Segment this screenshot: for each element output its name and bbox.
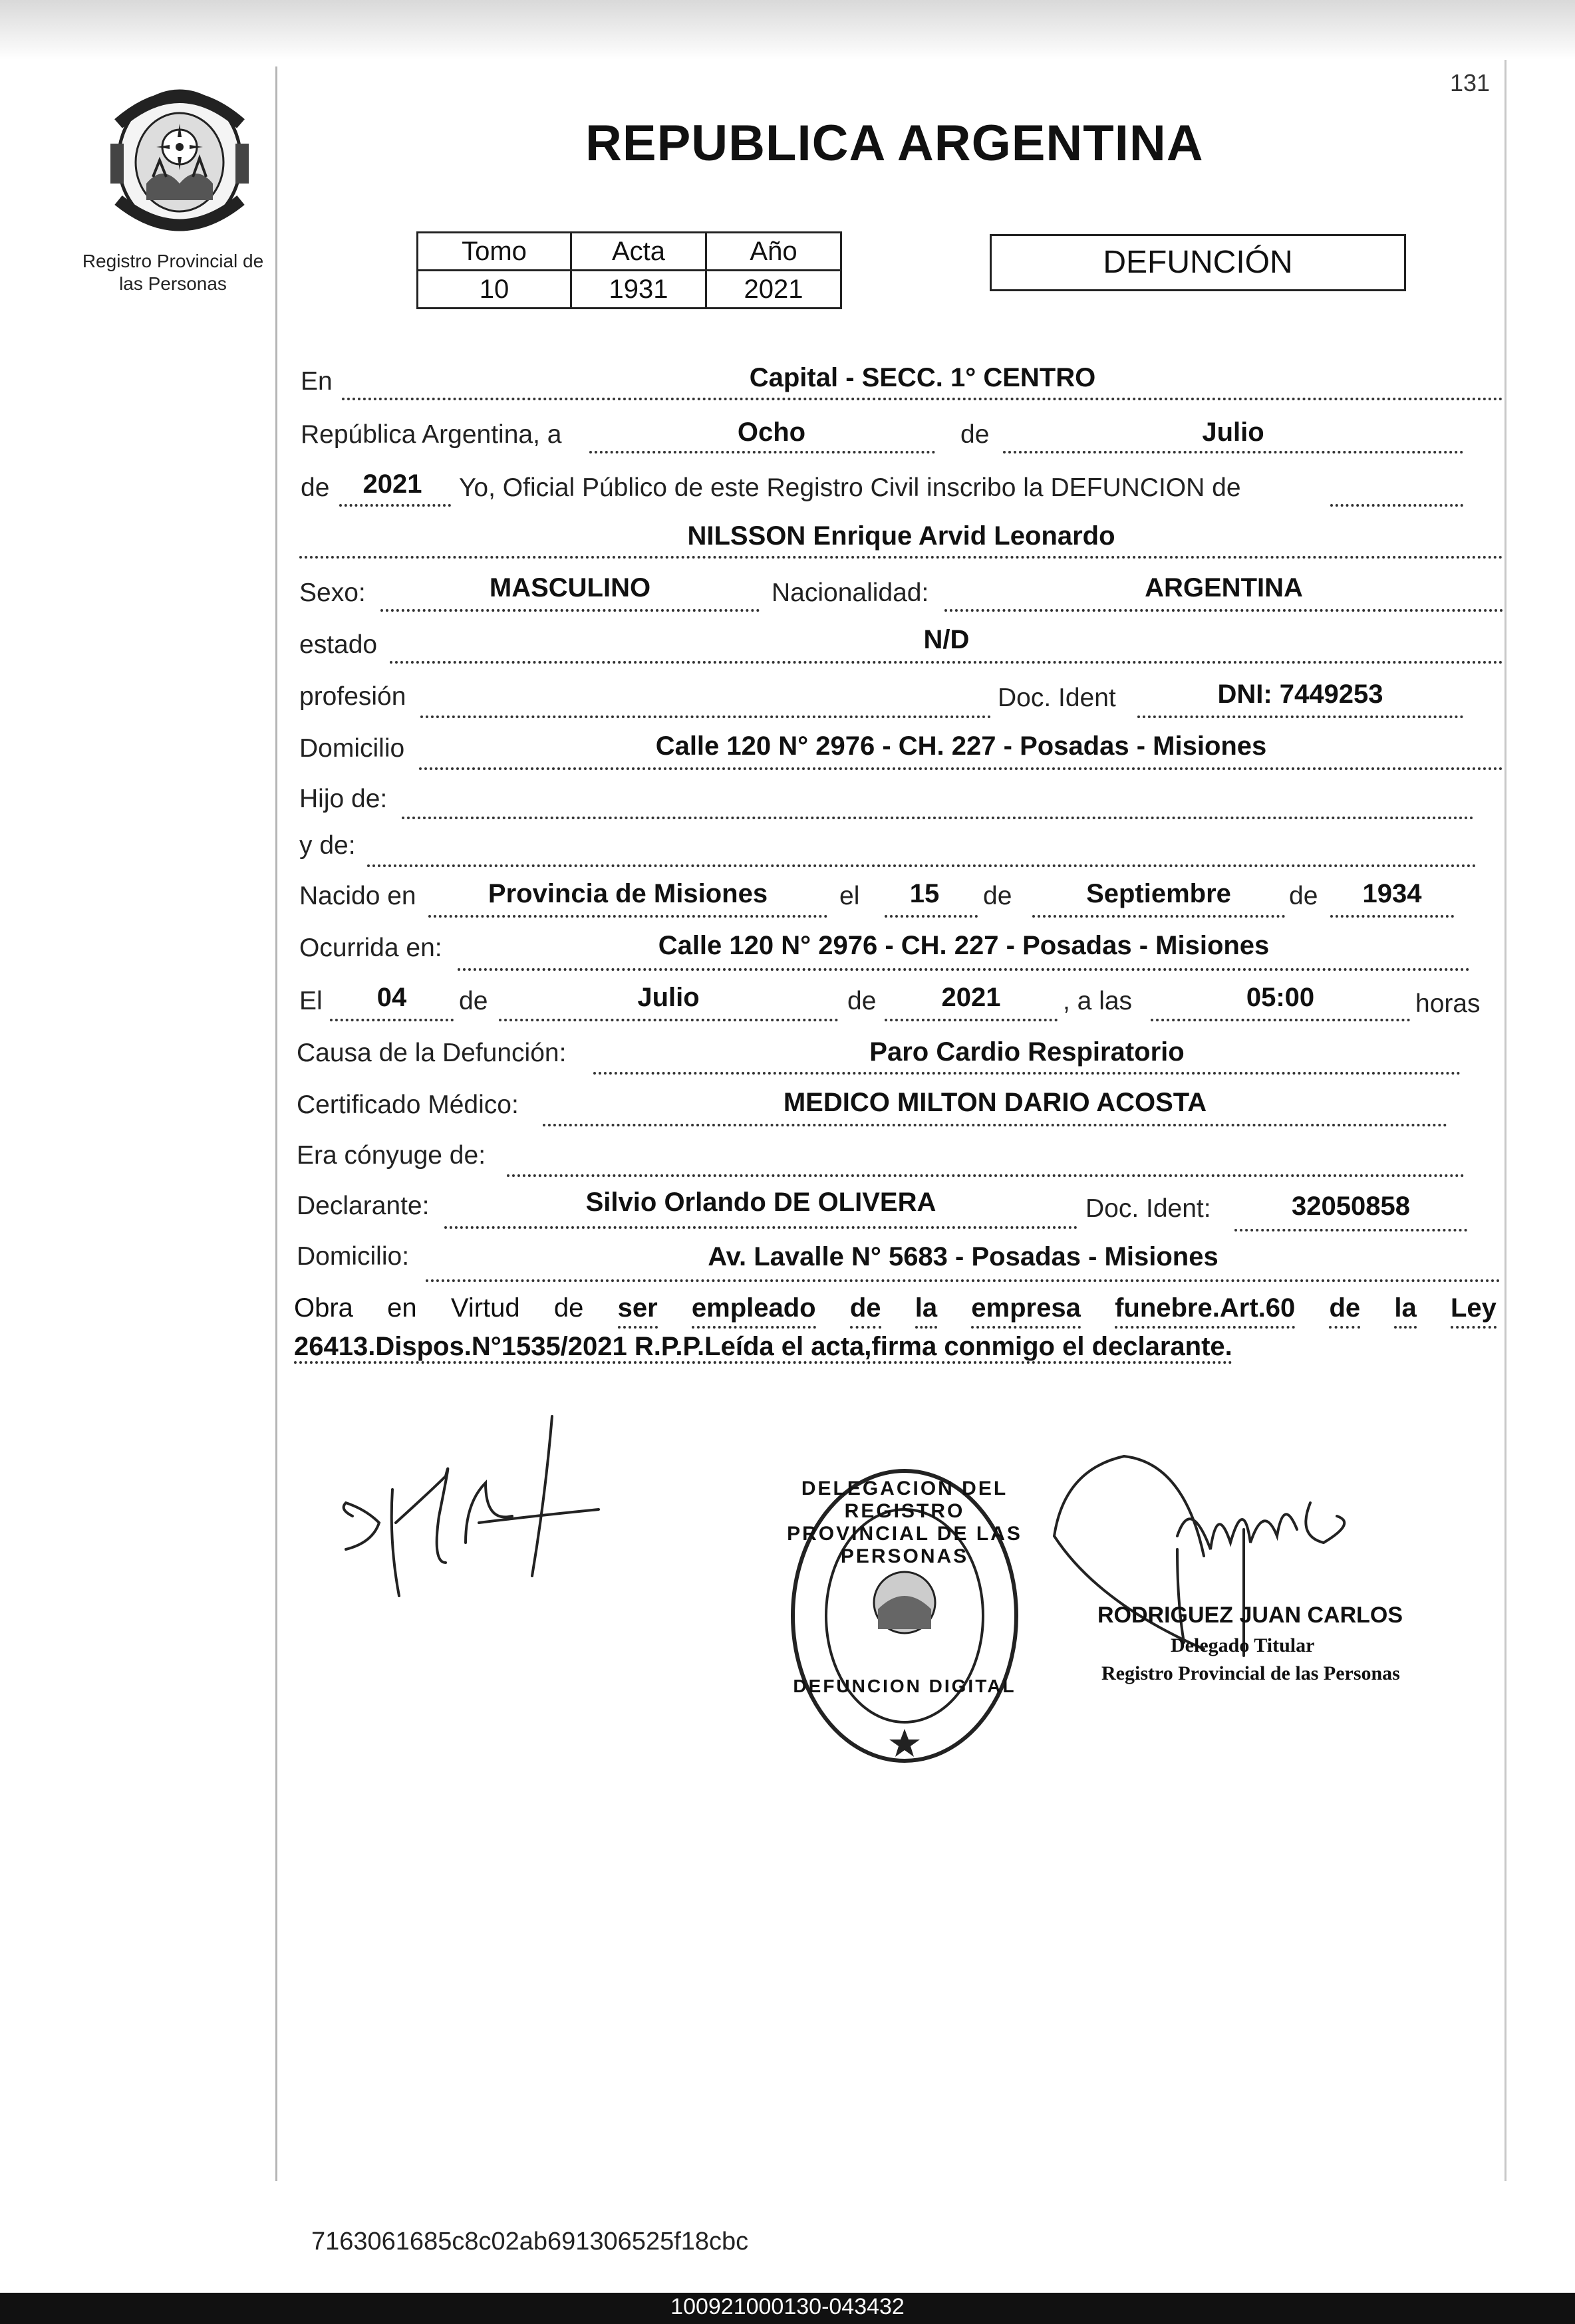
registry-table-values — [418, 271, 841, 309]
cause-of-death-value: Paro Cardio Respiratorio — [869, 1037, 1185, 1067]
dotted-line — [339, 504, 451, 507]
hijo-label: Hijo de: — [299, 785, 388, 813]
obra-bold-word: la — [915, 1290, 937, 1329]
tomo-header: Tomo — [418, 233, 571, 271]
document-type-box: DEFUNCIÓN — [990, 234, 1406, 291]
dotted-line — [428, 915, 827, 918]
obra-bold-word: funebre.Art.60 — [1115, 1290, 1295, 1329]
declarante-label: Declarante: — [297, 1192, 430, 1220]
obra-bold-word: empleado — [692, 1290, 816, 1329]
decl-doc-label: Doc. Ident: — [1085, 1194, 1211, 1223]
decl-doc-value: 32050858 — [1292, 1192, 1410, 1221]
de-label: de — [459, 987, 488, 1015]
ocurrida-label: Ocurrida en: — [299, 934, 442, 962]
doc-ident-value: DNI: 7449253 — [1217, 680, 1383, 709]
dotted-line — [499, 1019, 838, 1021]
conyuge-label: Era cónyuge de: — [297, 1141, 486, 1170]
dotted-line — [507, 1174, 1465, 1177]
birth-year-value: 1934 — [1362, 879, 1422, 908]
dotted-line — [444, 1226, 1077, 1229]
ano-header: Año — [706, 233, 841, 271]
obra-word: de — [553, 1293, 584, 1323]
obra-bold-word: de — [1329, 1290, 1360, 1329]
yde-label: y de: — [299, 831, 356, 860]
dotted-line — [589, 451, 935, 453]
registry-table-header — [418, 233, 841, 271]
province-emblem-icon — [106, 84, 253, 237]
birth-day-value: 15 — [909, 879, 940, 908]
obra-word: en — [387, 1293, 417, 1323]
doc-ident-label: Doc. Ident — [998, 684, 1116, 712]
tomo-value: 10 — [418, 271, 571, 309]
declarante-value: Silvio Orlando DE OLIVERA — [585, 1188, 936, 1217]
certificado-label: Certificado Médico: — [297, 1091, 519, 1119]
year-value: 2021 — [362, 469, 422, 499]
causa-label: Causa de la Defunción: — [297, 1039, 567, 1067]
obra-word: Obra — [294, 1293, 353, 1323]
dotted-line — [1032, 915, 1285, 918]
dotted-line — [1330, 915, 1454, 918]
barcode-number: 100921000130-043432 — [670, 2294, 905, 2319]
de-label: de — [1289, 882, 1318, 910]
acta-header: Acta — [571, 233, 706, 271]
republica-label: República Argentina, a — [301, 420, 562, 449]
domicilio-label: Domicilio — [299, 734, 405, 763]
dotted-line — [390, 661, 1503, 664]
right-margin-rule — [1504, 60, 1506, 2181]
nacionalidad-value: ARGENTINA — [1145, 573, 1303, 602]
year-label: de — [301, 473, 330, 502]
de-label: de — [847, 987, 877, 1015]
birth-month-value: Septiembre — [1086, 879, 1231, 908]
de-label: de — [983, 882, 1012, 910]
dotted-line — [330, 1019, 454, 1021]
place-value: Capital - SECC. 1° CENTRO — [749, 363, 1096, 392]
obra-bold-word: la — [1394, 1290, 1416, 1329]
dotted-line — [1151, 1019, 1410, 1021]
obra-word: Virtud — [450, 1293, 520, 1323]
official-stamp — [785, 1463, 1024, 1769]
dotted-line — [380, 609, 760, 612]
deceased-name: NILSSON Enrique Arvid Leonardo — [687, 521, 1115, 551]
estado-label: estado — [299, 630, 378, 659]
registry-label-line2: las Personas — [119, 273, 227, 294]
document-hash: 7163061685c8c02ab691306525f18cbc — [311, 2228, 749, 2256]
declarant-signature-icon — [333, 1410, 612, 1609]
dotted-line — [593, 1072, 1461, 1075]
en-label: En — [301, 367, 333, 396]
death-year-value: 2021 — [941, 983, 1001, 1012]
registry-label — [73, 250, 273, 295]
obra-line2 — [294, 1329, 1497, 1364]
stamp-inner-text: DEFUNCION DIGITAL — [793, 1676, 1016, 1696]
official-title: Delegado Titular — [1171, 1634, 1315, 1656]
dotted-line — [419, 767, 1503, 770]
alas-label: , a las — [1063, 987, 1133, 1015]
birth-place-value: Provincia de Misiones — [488, 879, 768, 908]
horas-label: horas — [1415, 989, 1481, 1018]
dotted-line — [367, 864, 1477, 867]
estado-value: N/D — [923, 625, 970, 654]
dotted-line — [1234, 1229, 1467, 1231]
death-month-value: Julio — [637, 983, 700, 1012]
decl-domicilio-label: Domicilio: — [297, 1242, 410, 1271]
decl-domicilio-value: Av. Lavalle N° 5683 - Posadas - Misiones — [708, 1242, 1218, 1271]
nacido-label: Nacido en — [299, 882, 416, 910]
acta-value: 1931 — [571, 271, 706, 309]
el-label: El — [299, 987, 323, 1015]
official-name: RODRIGUEZ JUAN CARLOS — [1097, 1603, 1403, 1628]
nacionalidad-label: Nacionalidad: — [772, 579, 929, 607]
dotted-line — [885, 915, 978, 918]
domicilio-value: Calle 120 N° 2976 - CH. 227 - Posadas - Misiones — [655, 731, 1267, 761]
certificado-value: MEDICO MILTON DARIO ACOSTA — [783, 1088, 1207, 1117]
de-label: de — [960, 420, 990, 449]
dotted-line — [944, 609, 1503, 612]
dotted-line — [342, 398, 1503, 400]
dotted-line — [543, 1124, 1447, 1126]
obra-paragraph — [294, 1290, 1497, 1364]
obra-line2-text: 26413.Dispos.N°1535/2021 R.P.P.Leída el acta,firma conmigo el declarante. — [294, 1332, 1232, 1364]
dotted-line — [426, 1279, 1501, 1282]
dotted-line — [420, 715, 991, 718]
official-office: Registro Provincial de las Personas — [1101, 1662, 1400, 1684]
dotted-line — [299, 556, 1503, 559]
left-margin-rule — [275, 66, 277, 2181]
page-number: 131 — [1450, 69, 1491, 96]
day-value: Ocho — [737, 418, 806, 447]
obra-bold-word: Ley — [1451, 1290, 1497, 1329]
obra-bold-word: de — [850, 1290, 881, 1329]
scan-top-band — [0, 0, 1575, 60]
dotted-line — [1137, 715, 1463, 718]
ano-value: 2021 — [706, 271, 841, 309]
dotted-line — [1330, 504, 1463, 507]
dotted-line — [1003, 451, 1463, 453]
death-place-value: Calle 120 N° 2976 - CH. 227 - Posadas - Misiones — [658, 931, 1270, 960]
month-value: Julio — [1202, 418, 1264, 447]
document-title: REPUBLICA ARGENTINA — [585, 115, 1204, 172]
stamp-outer-text: DELEGACION DEL REGISTRO PROVINCIAL DE LAS PERSONAS — [787, 1478, 1022, 1567]
registry-table — [416, 231, 842, 309]
obra-bold-word: ser — [618, 1290, 658, 1329]
sexo-label: Sexo: — [299, 579, 366, 607]
dotted-line — [885, 1019, 1058, 1021]
death-day-value: 04 — [376, 983, 407, 1012]
oficial-statement: Yo, Oficial Público de este Registro Civil inscribo la DEFUNCION de — [459, 473, 1241, 502]
death-time-value: 05:00 — [1246, 983, 1315, 1012]
sexo-value: MASCULINO — [489, 573, 651, 602]
dotted-line — [402, 817, 1474, 819]
el-label: el — [839, 882, 860, 910]
registry-label-line1: Registro Provincial de — [82, 251, 264, 271]
obra-line1 — [294, 1290, 1497, 1329]
obra-bold-word: empresa — [971, 1290, 1081, 1329]
profesion-label: profesión — [299, 682, 406, 711]
dotted-line — [458, 968, 1470, 971]
